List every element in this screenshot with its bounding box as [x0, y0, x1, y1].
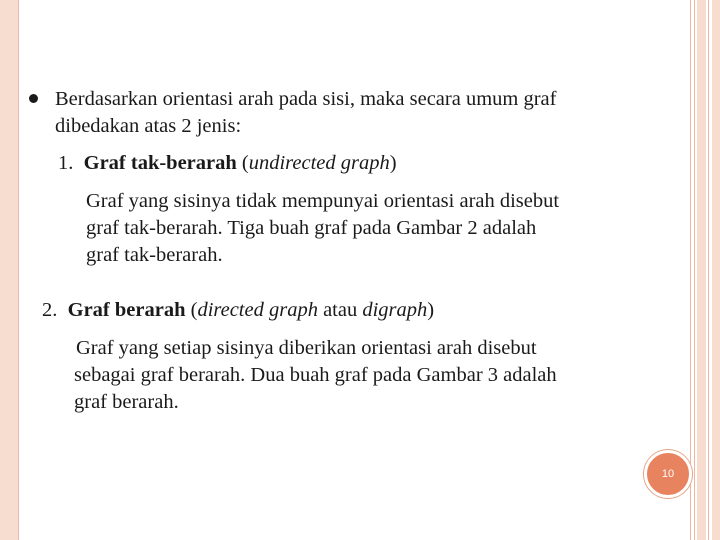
- bullet-icon: [29, 94, 38, 103]
- item-2-paren-close: ): [427, 299, 435, 321]
- item-2-heading: [42, 297, 434, 324]
- right-border-line: [690, 0, 691, 540]
- left-border-line: [18, 0, 19, 540]
- item-1-term: undirected graph: [248, 152, 390, 174]
- intro-line-2: dibedakan atas 2 jenis:: [55, 115, 242, 137]
- item-2-desc-line-3: graf berarah.: [74, 391, 179, 413]
- page-number-badge: 10: [644, 450, 692, 498]
- item-2-paren-open: (: [185, 299, 198, 321]
- item-2-term-2: digraph: [362, 299, 428, 321]
- item-2-desc-line-1: Graf yang setiap sisinya diberikan orientasi arah disebut: [76, 337, 537, 359]
- right-border-decoration: [697, 0, 706, 540]
- item-1-title: Graf tak-berarah: [83, 152, 237, 174]
- item-2-title: Graf berarah: [67, 299, 186, 321]
- item-2-number: 2.: [42, 299, 58, 321]
- right-border-line: [694, 0, 695, 540]
- item-1-desc-line-2: graf tak-berarah. Tiga buah graf pada Gambar 2 adalah: [86, 217, 537, 239]
- right-border-decoration: [712, 0, 720, 540]
- item-2-term-1: directed graph: [197, 299, 318, 321]
- item-1-desc-line-1: Graf yang sisinya tidak mempunyai orientasi arah disebut: [86, 190, 560, 212]
- item-1-heading: [58, 150, 397, 177]
- intro-line-1: Berdasarkan orientasi arah pada sisi, maka secara umum graf: [55, 88, 557, 110]
- left-border-decoration: [0, 0, 18, 540]
- item-2-desc-line-2: sebagai graf berarah. Dua buah graf pada Gambar 3 adalah: [74, 364, 557, 386]
- item-2-connector: atau: [317, 299, 363, 321]
- item-1-paren-open: (: [236, 152, 249, 174]
- item-1-desc-line-3: graf tak-berarah.: [86, 244, 223, 266]
- item-1-paren-close: ): [389, 152, 397, 174]
- item-1-number: 1.: [58, 152, 74, 174]
- right-border-line: [708, 0, 709, 540]
